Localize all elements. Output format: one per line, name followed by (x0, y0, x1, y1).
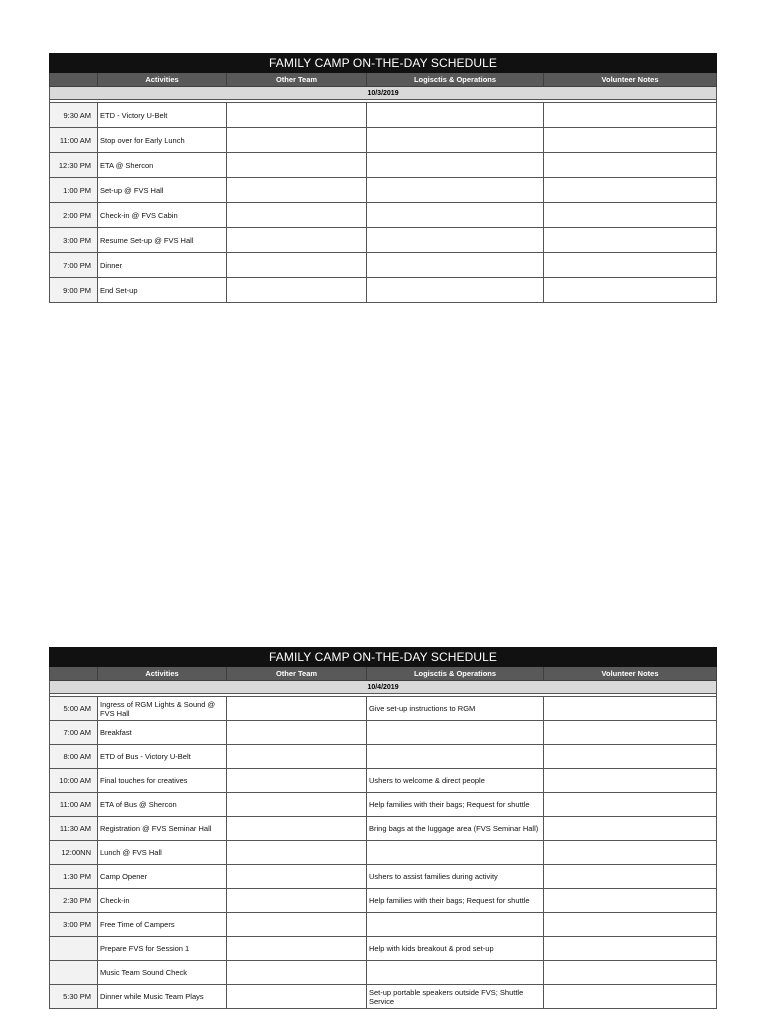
time-cell: 11:30 AM (50, 817, 98, 841)
other-team-cell (227, 889, 367, 913)
logistics-cell (367, 253, 544, 278)
logistics-cell: Help families with their bags; Request for shuttle (367, 793, 544, 817)
time-cell: 9:30 AM (50, 103, 98, 128)
time-cell: 1:00 PM (50, 178, 98, 203)
time-cell: 3:00 PM (50, 228, 98, 253)
activity-cell: Registration @ FVS Seminar Hall (98, 817, 227, 841)
logistics-cell (367, 745, 544, 769)
time-cell: 9:00 PM (50, 278, 98, 303)
table-row (50, 937, 717, 961)
activity-cell: ETA of Bus @ Shercon (98, 793, 227, 817)
notes-cell (544, 128, 717, 153)
notes-cell (544, 721, 717, 745)
time-cell: 8:00 AM (50, 745, 98, 769)
activity-cell: Camp Opener (98, 865, 227, 889)
other-team-cell (227, 817, 367, 841)
table-row (50, 793, 717, 817)
table-title: FAMILY CAMP ON-THE-DAY SCHEDULE (50, 54, 717, 73)
table-row (50, 913, 717, 937)
time-cell: 2:30 PM (50, 889, 98, 913)
header-logistics: Logisctis & Operations (367, 73, 544, 87)
notes-cell (544, 697, 717, 721)
time-cell: 12:30 PM (50, 153, 98, 178)
time-cell: 7:00 AM (50, 721, 98, 745)
schedule-table-day1 (49, 53, 717, 303)
logistics-cell (367, 203, 544, 228)
other-team-cell (227, 103, 367, 128)
logistics-cell (367, 278, 544, 303)
logistics-cell (367, 721, 544, 745)
other-team-cell (227, 278, 367, 303)
logistics-cell: Ushers to assist families during activity (367, 865, 544, 889)
activity-cell: Check-in (98, 889, 227, 913)
column-header-row (50, 667, 717, 681)
activity-cell: Stop over for Early Lunch (98, 128, 227, 153)
table-row (50, 985, 717, 1009)
time-cell: 11:00 AM (50, 128, 98, 153)
time-cell: 12:00NN (50, 841, 98, 865)
logistics-cell: Help with kids breakout & prod set-up (367, 937, 544, 961)
time-cell (50, 937, 98, 961)
header-time (50, 667, 98, 681)
table-title: FAMILY CAMP ON-THE-DAY SCHEDULE (50, 648, 717, 667)
activity-cell: Resume Set-up @ FVS Hall (98, 228, 227, 253)
activity-cell: End Set-up (98, 278, 227, 303)
notes-cell (544, 817, 717, 841)
notes-cell (544, 985, 717, 1009)
header-activities: Activities (98, 667, 227, 681)
table-row (50, 769, 717, 793)
logistics-cell: Bring bags at the luggage area (FVS Seminar Hall) (367, 817, 544, 841)
activity-cell: Ingress of RGM Lights & Sound @ FVS Hall (98, 697, 227, 721)
activity-cell: ETA @ Shercon (98, 153, 227, 178)
table-row (50, 103, 717, 128)
other-team-cell (227, 865, 367, 889)
other-team-cell (227, 228, 367, 253)
header-other-team: Other Team (227, 73, 367, 87)
logistics-cell: Help families with their bags; Request for shuttle (367, 889, 544, 913)
table-row (50, 865, 717, 889)
table-row (50, 961, 717, 985)
notes-cell (544, 961, 717, 985)
logistics-cell: Give set-up instructions to RGM (367, 697, 544, 721)
logistics-cell (367, 961, 544, 985)
table-row (50, 253, 717, 278)
notes-cell (544, 103, 717, 128)
other-team-cell (227, 841, 367, 865)
table-row (50, 128, 717, 153)
logistics-cell: Set-up portable speakers outside FVS; Shuttle Service (367, 985, 544, 1009)
other-team-cell (227, 745, 367, 769)
table-title-row (50, 648, 717, 667)
other-team-cell (227, 985, 367, 1009)
notes-cell (544, 228, 717, 253)
schedule-table-day2 (49, 647, 717, 1009)
date-row (50, 87, 717, 100)
time-cell: 11:00 AM (50, 793, 98, 817)
table-row (50, 178, 717, 203)
notes-cell (544, 769, 717, 793)
table-title-row (50, 54, 717, 73)
time-cell: 5:30 PM (50, 985, 98, 1009)
activity-cell: Prepare FVS for Session 1 (98, 937, 227, 961)
other-team-cell (227, 961, 367, 985)
activity-cell: Check-in @ FVS Cabin (98, 203, 227, 228)
activity-cell: Dinner while Music Team Plays (98, 985, 227, 1009)
schedule-date: 10/3/2019 (50, 87, 717, 100)
logistics-cell (367, 913, 544, 937)
schedule-date: 10/4/2019 (50, 681, 717, 694)
notes-cell (544, 937, 717, 961)
time-cell (50, 961, 98, 985)
notes-cell (544, 278, 717, 303)
time-cell: 10:00 AM (50, 769, 98, 793)
logistics-cell (367, 153, 544, 178)
header-activities: Activities (98, 73, 227, 87)
time-cell: 3:00 PM (50, 913, 98, 937)
header-other-team: Other Team (227, 667, 367, 681)
notes-cell (544, 889, 717, 913)
other-team-cell (227, 793, 367, 817)
header-time (50, 73, 98, 87)
activity-cell: Music Team Sound Check (98, 961, 227, 985)
notes-cell (544, 841, 717, 865)
time-cell: 2:00 PM (50, 203, 98, 228)
header-logistics: Logisctis & Operations (367, 667, 544, 681)
other-team-cell (227, 913, 367, 937)
table-row (50, 721, 717, 745)
logistics-cell: Ushers to welcome & direct people (367, 769, 544, 793)
notes-cell (544, 153, 717, 178)
table-row (50, 228, 717, 253)
activity-cell: Dinner (98, 253, 227, 278)
other-team-cell (227, 769, 367, 793)
table-row (50, 745, 717, 769)
table-row (50, 203, 717, 228)
logistics-cell (367, 228, 544, 253)
table-row (50, 278, 717, 303)
other-team-cell (227, 697, 367, 721)
table-row (50, 889, 717, 913)
time-cell: 5:00 AM (50, 697, 98, 721)
column-header-row (50, 73, 717, 87)
activity-cell: Lunch @ FVS Hall (98, 841, 227, 865)
other-team-cell (227, 253, 367, 278)
other-team-cell (227, 937, 367, 961)
logistics-cell (367, 103, 544, 128)
date-row (50, 681, 717, 694)
other-team-cell (227, 178, 367, 203)
logistics-cell (367, 178, 544, 203)
activity-cell: Free Time of Campers (98, 913, 227, 937)
activity-cell: ETD of Bus - Victory U-Belt (98, 745, 227, 769)
table-row (50, 697, 717, 721)
notes-cell (544, 203, 717, 228)
time-cell: 1:30 PM (50, 865, 98, 889)
activity-cell: ETD - Victory U-Belt (98, 103, 227, 128)
time-cell: 7:00 PM (50, 253, 98, 278)
activity-cell: Breakfast (98, 721, 227, 745)
other-team-cell (227, 128, 367, 153)
logistics-cell (367, 128, 544, 153)
table-row (50, 153, 717, 178)
notes-cell (544, 913, 717, 937)
notes-cell (544, 865, 717, 889)
notes-cell (544, 793, 717, 817)
logistics-cell (367, 841, 544, 865)
activity-cell: Set-up @ FVS Hall (98, 178, 227, 203)
other-team-cell (227, 153, 367, 178)
other-team-cell (227, 721, 367, 745)
table-row (50, 841, 717, 865)
notes-cell (544, 745, 717, 769)
other-team-cell (227, 203, 367, 228)
header-volunteer-notes: Volunteer Notes (544, 73, 717, 87)
header-volunteer-notes: Volunteer Notes (544, 667, 717, 681)
table-row (50, 817, 717, 841)
activity-cell: Final touches for creatives (98, 769, 227, 793)
notes-cell (544, 253, 717, 278)
notes-cell (544, 178, 717, 203)
